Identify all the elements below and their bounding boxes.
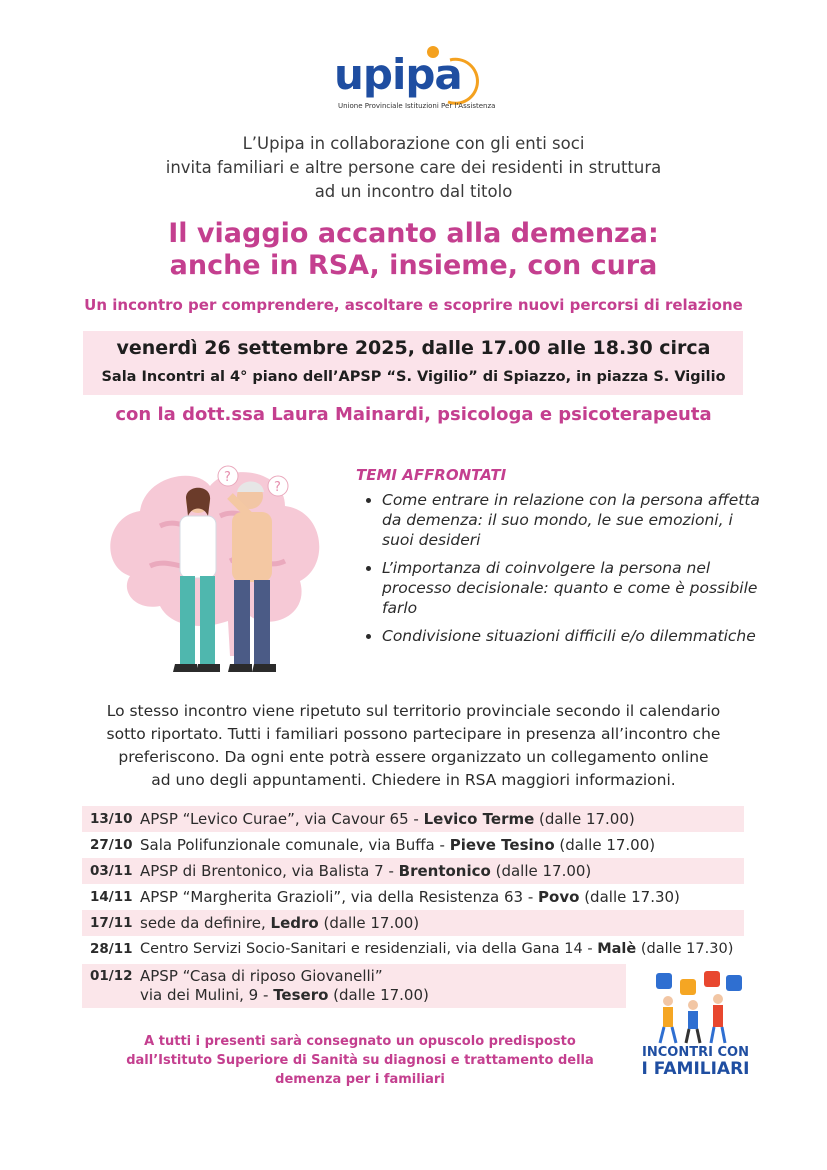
intro-text: L’Upipa in collaborazione con gli enti soci invita familiari e altre persone care dei residenti in struttura ad un incontro dal titolo (165, 134, 662, 201)
calendar-date: 17/11 (90, 915, 133, 931)
themes-list (360, 490, 762, 654)
footer-note: A tutti i presenti sarà consegnato un opuscolo predisposto dall’Istituto Superiore di Sanità su diagnosi e trattamento della demenza per i familiari (126, 1034, 594, 1087)
theme-item: • Condivisione situazioni difficili e/o dilemmatiche (382, 626, 762, 646)
calendar-row: 28/11 Centro Servizi Socio-Sanitari e residenziali, via della Gana 14 - Malè (dalle 17.30) (82, 936, 782, 962)
event-speaker: con la dott.ssa Laura Mainardi, psicologa e psicoterapeuta (115, 404, 712, 425)
calendar-date: 28/11 (90, 941, 133, 957)
calendar-row: 17/11 sede da definire, Ledro (dalle 17.00) (82, 910, 744, 936)
calendar-date: 13/10 (90, 811, 133, 827)
event-subtitle: Un incontro per comprendere, ascoltare e scoprire nuovi percorsi di relazione (84, 296, 743, 314)
calendar-row: 27/10 Sala Polifunzionale comunale, via Buffa - Pieve Tesino (dalle 17.00) (82, 832, 744, 858)
calendar-place: Pieve Tesino (449, 836, 555, 854)
upipa-logo (330, 42, 500, 112)
themes-heading: TEMI AFFRONTATI (356, 466, 507, 484)
svg-text:?: ? (224, 470, 231, 485)
incontri-familiari-badge (638, 965, 753, 1095)
calendar-date: 14/11 (90, 889, 133, 905)
calendar-row: 03/11 APSP di Brentonico, via Balista 7 - Brentonico (dalle 17.00) (82, 858, 744, 884)
theme-item: • Come entrare in relazione con la persona affetta da demenza: il suo mondo, le sue emozioni, i suoi desideri (382, 490, 762, 550)
calendar-row: 13/10 APSP “Levico Curae”, via Cavour 65 - Levico Terme (dalle 17.00) (82, 806, 744, 832)
brain-caregiver-illustration (100, 456, 340, 681)
svg-text:?: ? (274, 480, 281, 495)
calendar-date: 01/12 (90, 968, 133, 984)
event-title: Il viaggio accanto alla demenza: anche in RSA, insieme, con cura (168, 218, 659, 281)
calendar-row: 01/12 APSP “Casa di riposo Giovanelli” via dei Mulini, 9 - Tesero (dalle 17.00) (82, 964, 626, 1008)
calendar-place: Brentonico (398, 862, 491, 880)
calendar-place: Malè (597, 941, 637, 957)
logo-subtitle: Unione Provinciale Istituzioni Per l'Assistenza (338, 102, 496, 110)
badge-line2: I FAMILIARI (641, 1059, 750, 1079)
event-venue: Sala Incontri al 4° piano dell’APSP “S. Vigilio” di Spiazzo, in piazza S. Vigilio (101, 369, 726, 385)
theme-item: • L’importanza di coinvolgere la persona nel processo decisionale: quanto e come è possibile farlo (382, 558, 762, 618)
calendar-intro-paragraph: Lo stesso incontro viene ripetuto sul territorio provinciale secondo il calendario sotto riportato. Tutti i familiari possono partecipare in presenza all’incontro che preferiscono. Da ogni ente potrà essere organizzato un collegamento online ad uno degli appuntamenti. Chiedere in RSA maggiori informazioni. (106, 702, 721, 789)
calendar-place: Tesero (273, 986, 329, 1004)
calendar-place: Povo (538, 888, 580, 906)
badge-line1: INCONTRI CON (642, 1045, 749, 1060)
calendar-place: Ledro (270, 914, 319, 932)
calendar-date: 03/11 (90, 863, 133, 879)
logo-wordmark: upipa (334, 50, 462, 99)
calendar-place: Levico Terme (423, 810, 535, 828)
event-date: venerdì 26 settembre 2025, dalle 17.00 alle 18.30 circa (116, 337, 711, 359)
calendar-date: 27/10 (90, 837, 133, 853)
calendar-row: 14/11 APSP “Margherita Grazioli”, via della Resistenza 63 - Povo (dalle 17.30) (82, 884, 744, 910)
